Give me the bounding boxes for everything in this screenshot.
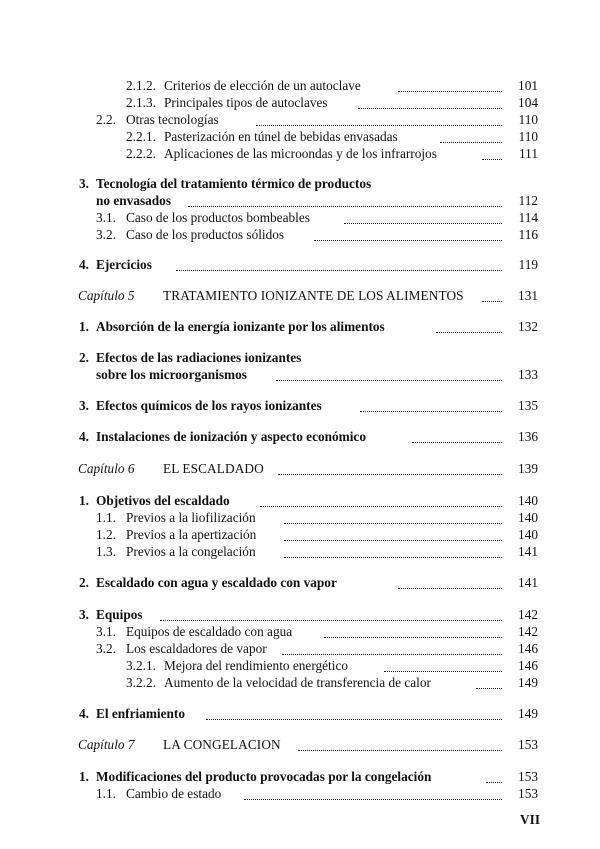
toc-entry bbox=[0, 78, 600, 95]
dot-leader bbox=[284, 507, 502, 524]
entry-number: 3. bbox=[79, 398, 89, 413]
entry-page: 146 bbox=[518, 658, 538, 673]
entry-title: Los escaldadores de vapor bbox=[126, 641, 267, 656]
entry-title: El enfriamiento bbox=[96, 706, 186, 721]
dot-leader bbox=[244, 783, 502, 800]
entry-title: Equipos de escaldado con agua bbox=[126, 624, 293, 639]
entry-number: 3. bbox=[79, 176, 89, 191]
chapter-title: LA CONGELACION bbox=[163, 737, 281, 752]
entry-page: 142 bbox=[518, 624, 538, 639]
dot-leader bbox=[314, 224, 502, 241]
dot-leader bbox=[276, 364, 502, 381]
entry-number: 3.2.2. bbox=[126, 675, 156, 690]
entry-number: 1.3. bbox=[96, 544, 116, 559]
toc-entry bbox=[0, 210, 600, 227]
entry-number: 4. bbox=[79, 706, 89, 721]
entry-page: 153 bbox=[518, 769, 538, 784]
entry-title: Aplicaciones de las microondas y de los infrarrojos bbox=[164, 146, 437, 161]
dot-leader bbox=[358, 92, 502, 109]
entry-number: 3.1. bbox=[96, 210, 116, 225]
dot-leader bbox=[324, 621, 502, 638]
entry-title: Pasterización en túnel de bebidas envasadas bbox=[164, 129, 398, 144]
chapter-title: EL ESCALDADO bbox=[163, 461, 264, 476]
dot-leader bbox=[160, 604, 502, 621]
dot-leader bbox=[282, 638, 502, 655]
entry-page: 101 bbox=[518, 78, 538, 93]
dot-leader bbox=[482, 285, 502, 302]
entry-title: Tecnología del tratamiento térmico de productos bbox=[96, 176, 372, 191]
page-number: VII bbox=[520, 812, 540, 827]
toc-entry bbox=[0, 112, 600, 129]
toc-entry bbox=[0, 641, 600, 658]
dot-leader bbox=[360, 395, 502, 412]
entry-title: sobre los microorganismos bbox=[96, 367, 247, 382]
toc-entry bbox=[0, 658, 600, 675]
chapter-title: TRATAMIENTO IONIZANTE DE LOS ALIMENTOS bbox=[163, 288, 464, 303]
entry-page: 119 bbox=[518, 257, 538, 272]
entry-title: Escaldado con agua y escaldado con vapor bbox=[96, 575, 337, 590]
dot-leader bbox=[298, 734, 502, 751]
entry-page: 146 bbox=[518, 641, 538, 656]
toc-entry bbox=[0, 367, 600, 384]
dot-leader bbox=[486, 766, 502, 783]
dot-leader bbox=[284, 524, 502, 541]
dot-leader bbox=[176, 254, 502, 271]
entry-page: 131 bbox=[518, 288, 538, 303]
toc-entry bbox=[0, 544, 600, 561]
dot-leader bbox=[206, 703, 502, 720]
dot-leader bbox=[344, 207, 502, 224]
dot-leader bbox=[412, 426, 502, 443]
chapter-number: Capítulo 7 bbox=[78, 737, 135, 752]
entry-number: 1.2. bbox=[96, 527, 116, 542]
entry-number: 4. bbox=[79, 429, 89, 444]
entry-number: 2.2.1. bbox=[126, 129, 156, 144]
entry-number: 1. bbox=[79, 319, 89, 334]
entry-title: Otras tecnologías bbox=[126, 112, 219, 127]
entry-title: Instalaciones de ionización y aspecto económico bbox=[96, 429, 366, 444]
entry-title: Caso de los productos sólidos bbox=[126, 227, 285, 242]
entry-page: 133 bbox=[518, 367, 538, 382]
entry-title: Principales tipos de autoclaves bbox=[164, 95, 328, 110]
entry-page: 112 bbox=[518, 193, 538, 208]
entry-page: 140 bbox=[518, 493, 538, 508]
entry-title: Aumento de la velocidad de transferencia de calor bbox=[164, 675, 431, 690]
toc-entry bbox=[0, 257, 600, 274]
entry-title: no envasados bbox=[96, 193, 172, 208]
entry-number: 2. bbox=[79, 350, 89, 365]
entry-title: Ejercicios bbox=[96, 257, 152, 272]
entry-number: 2. bbox=[79, 575, 89, 590]
entry-title: Objetivos del escaldado bbox=[96, 493, 230, 508]
entry-page: 141 bbox=[518, 575, 538, 590]
entry-number: 3.2. bbox=[96, 227, 116, 242]
entry-title: Previos a la apertización bbox=[126, 527, 257, 542]
chapter-number: Capítulo 6 bbox=[78, 461, 135, 476]
entry-page: 136 bbox=[518, 429, 538, 444]
dot-leader bbox=[188, 190, 502, 207]
entry-page: 153 bbox=[518, 786, 538, 801]
entry-page: 132 bbox=[518, 319, 538, 334]
toc-entry bbox=[0, 146, 600, 163]
entry-title: Absorción de la energía ionizante por los alimentos bbox=[96, 319, 385, 334]
dot-leader bbox=[278, 458, 502, 475]
toc-entry bbox=[0, 675, 600, 692]
entry-page: 116 bbox=[518, 227, 538, 242]
toc-entry bbox=[0, 706, 600, 723]
entry-title: Equipos bbox=[96, 607, 143, 622]
entry-number: 3.2. bbox=[96, 641, 116, 656]
entry-number: 3. bbox=[79, 607, 89, 622]
toc-entry bbox=[0, 193, 600, 210]
entry-page: 110 bbox=[518, 129, 538, 144]
toc-entry bbox=[0, 398, 600, 415]
entry-number: 3.1. bbox=[96, 624, 116, 639]
entry-number: 2.1.2. bbox=[126, 78, 156, 93]
entry-number: 3.2.1. bbox=[126, 658, 156, 673]
toc-entry bbox=[0, 129, 600, 146]
entry-page: 139 bbox=[518, 461, 538, 476]
entry-number: 2.1.3. bbox=[126, 95, 156, 110]
entry-number: 2.2. bbox=[96, 112, 116, 127]
entry-title: Mejora del rendimiento energético bbox=[164, 658, 348, 673]
entry-page: 114 bbox=[518, 210, 538, 225]
entry-page: 110 bbox=[518, 112, 538, 127]
toc-chapter bbox=[0, 461, 600, 478]
entry-title: Previos a la congelación bbox=[126, 544, 256, 559]
toc-entry bbox=[0, 575, 600, 592]
entry-title: Criterios de elección de un autoclave bbox=[164, 78, 361, 93]
dot-leader bbox=[482, 143, 502, 160]
entry-page: 141 bbox=[518, 544, 538, 559]
toc-entry bbox=[0, 607, 600, 624]
entry-title: Efectos químicos de los rayos ionizantes bbox=[96, 398, 322, 413]
entry-number: 1. bbox=[79, 769, 89, 784]
dot-leader bbox=[284, 541, 502, 558]
entry-number: 1. bbox=[79, 493, 89, 508]
entry-page: 149 bbox=[518, 706, 538, 721]
dot-leader bbox=[384, 655, 502, 672]
entry-page: 135 bbox=[518, 398, 538, 413]
toc-chapter bbox=[0, 288, 600, 305]
entry-page: 142 bbox=[518, 607, 538, 622]
entry-title: Cambio de estado bbox=[126, 786, 222, 801]
entry-page: 104 bbox=[518, 95, 538, 110]
toc-entry bbox=[0, 319, 600, 336]
dot-leader bbox=[256, 109, 502, 126]
entry-title: Efectos de las radiaciones ionizantes bbox=[96, 350, 302, 365]
entry-number: 1.1. bbox=[96, 786, 116, 801]
entry-number: 2.2.2. bbox=[126, 146, 156, 161]
dot-leader bbox=[440, 126, 502, 143]
toc-entry bbox=[0, 227, 600, 244]
toc-entry bbox=[0, 429, 600, 446]
chapter-number: Capítulo 5 bbox=[78, 288, 135, 303]
dot-leader bbox=[398, 572, 502, 589]
dot-leader bbox=[398, 75, 502, 92]
entry-page: 149 bbox=[518, 675, 538, 690]
entry-page: 140 bbox=[518, 510, 538, 525]
entry-title: Caso de los productos bombeables bbox=[126, 210, 310, 225]
entry-page: 111 bbox=[519, 146, 538, 161]
entry-title: Previos a la liofilización bbox=[126, 510, 256, 525]
entry-title: Modificaciones del producto provocadas por la congelación bbox=[96, 769, 432, 784]
dot-leader bbox=[436, 316, 502, 333]
dot-leader bbox=[260, 490, 502, 507]
dot-leader bbox=[476, 672, 502, 689]
entry-page: 140 bbox=[518, 527, 538, 542]
entry-page: 153 bbox=[518, 737, 538, 752]
toc-entry bbox=[0, 786, 600, 803]
entry-number: 1.1. bbox=[96, 510, 116, 525]
toc-chapter bbox=[0, 737, 600, 754]
entry-number: 4. bbox=[79, 257, 89, 272]
